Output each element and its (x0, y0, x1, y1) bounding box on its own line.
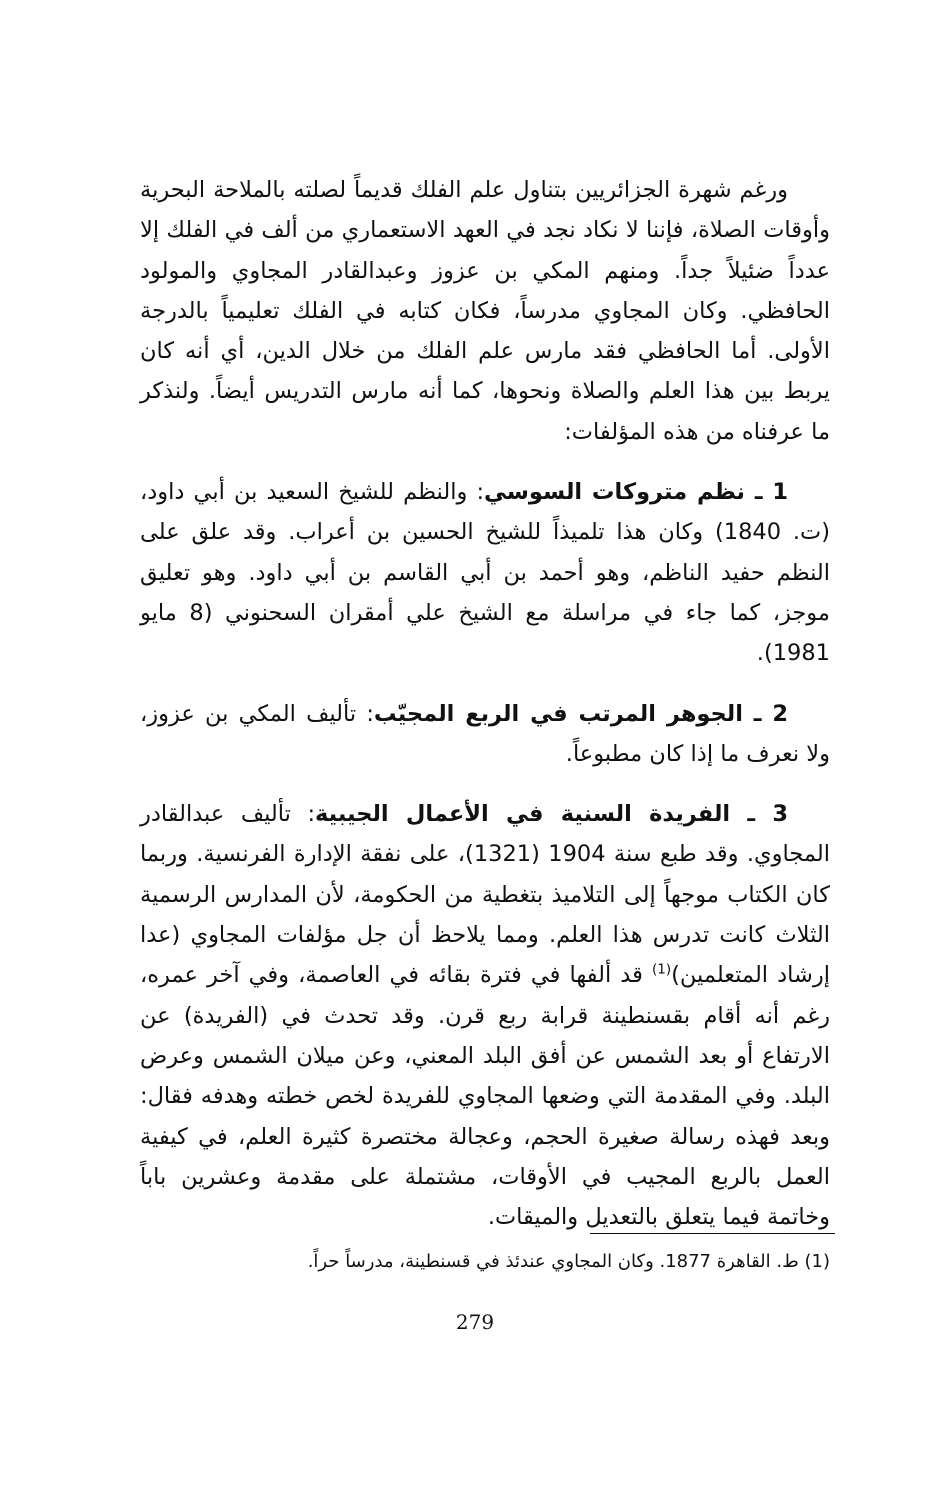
item-3-paragraph (140, 794, 830, 1237)
item-3-title: 3 ـ الفريدة السنية في الأعمال الجيبية (315, 801, 788, 828)
footnote-separator (590, 1233, 835, 1234)
item-2-title: 2 ـ الجوهر المرتب في الربع المجيّب (373, 700, 788, 727)
intro-paragraph: ورغم شهرة الجزائريين بتناول علم الفلك قديماً لصلته بالملاحة البحرية وأوقات الصلاة، فإننا لا نكاد نجد في العهد الاستعماري من ألف في الفلك إلا عدداً ضئيلاً جداً. ومنهم المكي بن عزوز وعبدالقادر المجاوي والمولود الحافظي. وكان المجاوي مدرساً، فكان كتابه في الفلك تعليمياً بالدرجة الأولى. أما الحافظي فقد مارس علم الفلك من خلال الدين، أي أنه كان يربط بين هذا العلم والصلاة ونحوها، كما أنه مارس التدريس أيضاً. ولنذكر ما عرفناه من هذه المؤلفات: (140, 177, 830, 445)
item-3-text-before-note: : تأليف عبدالقادر المجاوي. وقد طبع سنة 1904 (1321)، على نفقة الإدارة الفرنسية. وربما كان الكتاب موجهاً إلى التلاميذ بتغطية من الحكومة، لأن المدارس الرسمية الثلاث كانت تدرس هذا العلم. ومما يلاحظ أن جل مؤلفات المجاوي (عدا إرشاد المتعلمين) (140, 801, 830, 989)
footnote-marker: (1) (651, 961, 672, 978)
item-1-paragraph (140, 472, 830, 673)
footnote-text: (1) ط. القاهرة 1877. وكان المجاوي عندئذ في قسنطينة، مدرساً حراً. (307, 1251, 830, 1272)
item-1-text: : والنظم للشيخ السعيد بن أبي داود، (ت. 1840) وكان هذا تلميذاً للشيخ الحسين بن أعراب. وقد علق على النظم حفيد الناظم، وهو أحمد بن أبي القاسم بن أبي داود. وهو تعليق موجز، كما جاء في مراسلة مع الشيخ علي أمقران السحنوني (8 مايو 1981). (140, 479, 831, 667)
page-number: 279 (455, 1310, 495, 1334)
item-2-paragraph (140, 694, 830, 775)
item-1-title: 1 ـ نظم متروكات السوسي (484, 479, 788, 506)
item-2-text: : تأليف المكي بن عزوز، ولا نعرف ما إذا كان مطبوعاً. (140, 700, 830, 767)
item-3-text-after-note: قد ألفها في فترة بقائه في العاصمة، وفي آخر عمره، رغم أنه أقام بقسنطينة قرابة ربع قرن. وقد تحدث في (الفريدة) عن الارتفاع أو بعد الشمس عن أفق البلد المعني، وعن ميلان الشمس وعرض البلد. وفي المقدمة التي وضعها المجاوي للفريدة لخص خطته وهدفه فقال: وبعد فهذه رسالة صغيرة الحجم، وعجالة مختصرة كثيرة العلم، في كيفية العمل بالربع المجيب في الأوقات، مشتملة على مقدمة وعشرين باباً وخاتمة فيما يتعلق بالتعديل والميقات. (140, 962, 830, 1231)
page-body (140, 170, 830, 1237)
